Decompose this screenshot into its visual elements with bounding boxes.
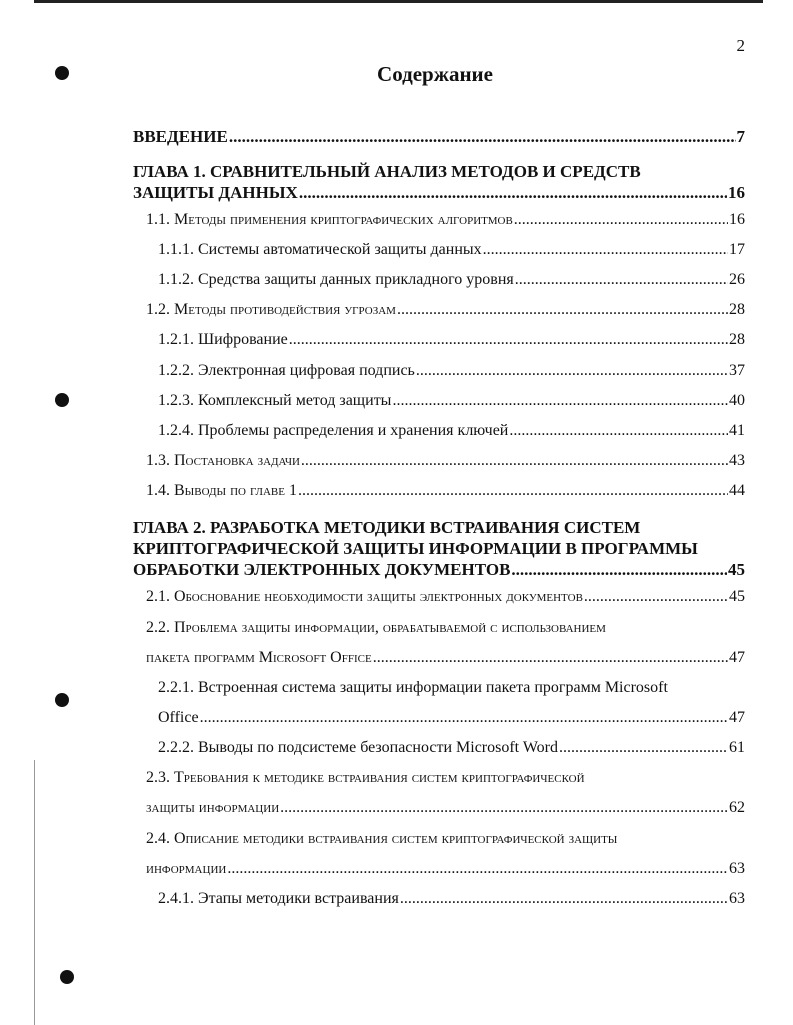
toc-entry-chapter-2[interactable]: ОБРАБОТКИ ЭЛЕКТРОННЫХ ДОКУМЕНТОВ ..... 45 xyxy=(133,560,745,580)
toc-entry-2-2[interactable]: пакета программ Microsoft Office ..... 47 xyxy=(146,648,745,668)
toc-entry-2-2-line1[interactable]: 2.2. Проблема защиты информации, обрабатываемой с использованием xyxy=(146,619,606,636)
toc-entry-1-2-2[interactable]: 1.2.2. Электронная цифровая подпись ..... 37 xyxy=(158,361,745,381)
page-number: 2 xyxy=(736,36,745,55)
toc-entry-2-2-2[interactable]: 2.2.2. Выводы по подсистеме безопасности Microsoft Word ..... 61 xyxy=(158,738,745,758)
toc-entry-2-3[interactable]: защиты информации ..... 62 xyxy=(146,798,745,818)
toc-entry-chapter-1[interactable]: ЗАЩИТЫ ДАННЫХ ..... 16 xyxy=(133,183,745,203)
toc-chapter-1-line1[interactable]: ГЛАВА 1. СРАВНИТЕЛЬНЫЙ АНАЛИЗ МЕТОДОВ И СРЕДСТВ xyxy=(133,162,641,181)
toc-entry-1-2[interactable]: 1.2. Методы противодействия угрозам ..... 28 xyxy=(146,300,745,320)
toc-entry-2-3-line1[interactable]: 2.3. Требования к методике встраивания систем криптографической xyxy=(146,769,585,786)
toc-entry-1-3[interactable]: 1.3. Постановка задачи ..... 43 xyxy=(146,451,745,471)
toc-entry-2-4-1[interactable]: 2.4.1. Этапы методики встраивания ..... 63 xyxy=(158,889,745,909)
toc-entry-1-2-4[interactable]: 1.2.4. Проблемы распределения и хранения ключей ..... 41 xyxy=(158,421,745,441)
toc-entry-2-4-line1[interactable]: 2.4. Описание методики встраивания систем криптографической защиты xyxy=(146,830,618,847)
toc-entry-2-2-1[interactable]: Office ..... 47 xyxy=(158,708,745,728)
toc-entry-1-1-2[interactable]: 1.1.2. Средства защиты данных прикладного уровня ..... 26 xyxy=(158,270,745,290)
toc-entry-intro[interactable]: ВВЕДЕНИЕ ..... 7 xyxy=(133,127,745,147)
toc-entry-1-1[interactable]: 1.1. Методы применения криптографических алгоритмов ..... 16 xyxy=(146,210,745,230)
toc-entry-1-4[interactable]: 1.4. Выводы по главе 1 ..... 44 xyxy=(146,481,745,501)
toc-entry-1-2-3[interactable]: 1.2.3. Комплексный метод защиты ..... 40 xyxy=(158,391,745,411)
toc-entry-2-4[interactable]: информации ..... 63 xyxy=(146,859,745,879)
toc-entry-1-2-1[interactable]: 1.2.1. Шифрование ..... 28 xyxy=(158,330,745,350)
toc-entry-1-1-1[interactable]: 1.1.1. Системы автоматической защиты данных ..... 17 xyxy=(158,240,745,260)
page-title: Содержание xyxy=(377,62,493,86)
toc-entry-2-1[interactable]: 2.1. Обоснование необходимости защиты электронных документов ..... 45 xyxy=(146,587,745,607)
toc-chapter-2-line1[interactable]: ГЛАВА 2. РАЗРАБОТКА МЕТОДИКИ ВСТРАИВАНИЯ СИСТЕМ xyxy=(133,518,641,537)
toc-chapter-2-line2[interactable]: КРИПТОГРАФИЧЕСКОЙ ЗАЩИТЫ ИНФОРМАЦИИ В ПРОГРАММЫ xyxy=(133,539,698,558)
toc-entry-2-2-1-line1[interactable]: 2.2.1. Встроенная система защиты информации пакета программ Microsoft xyxy=(158,679,668,696)
